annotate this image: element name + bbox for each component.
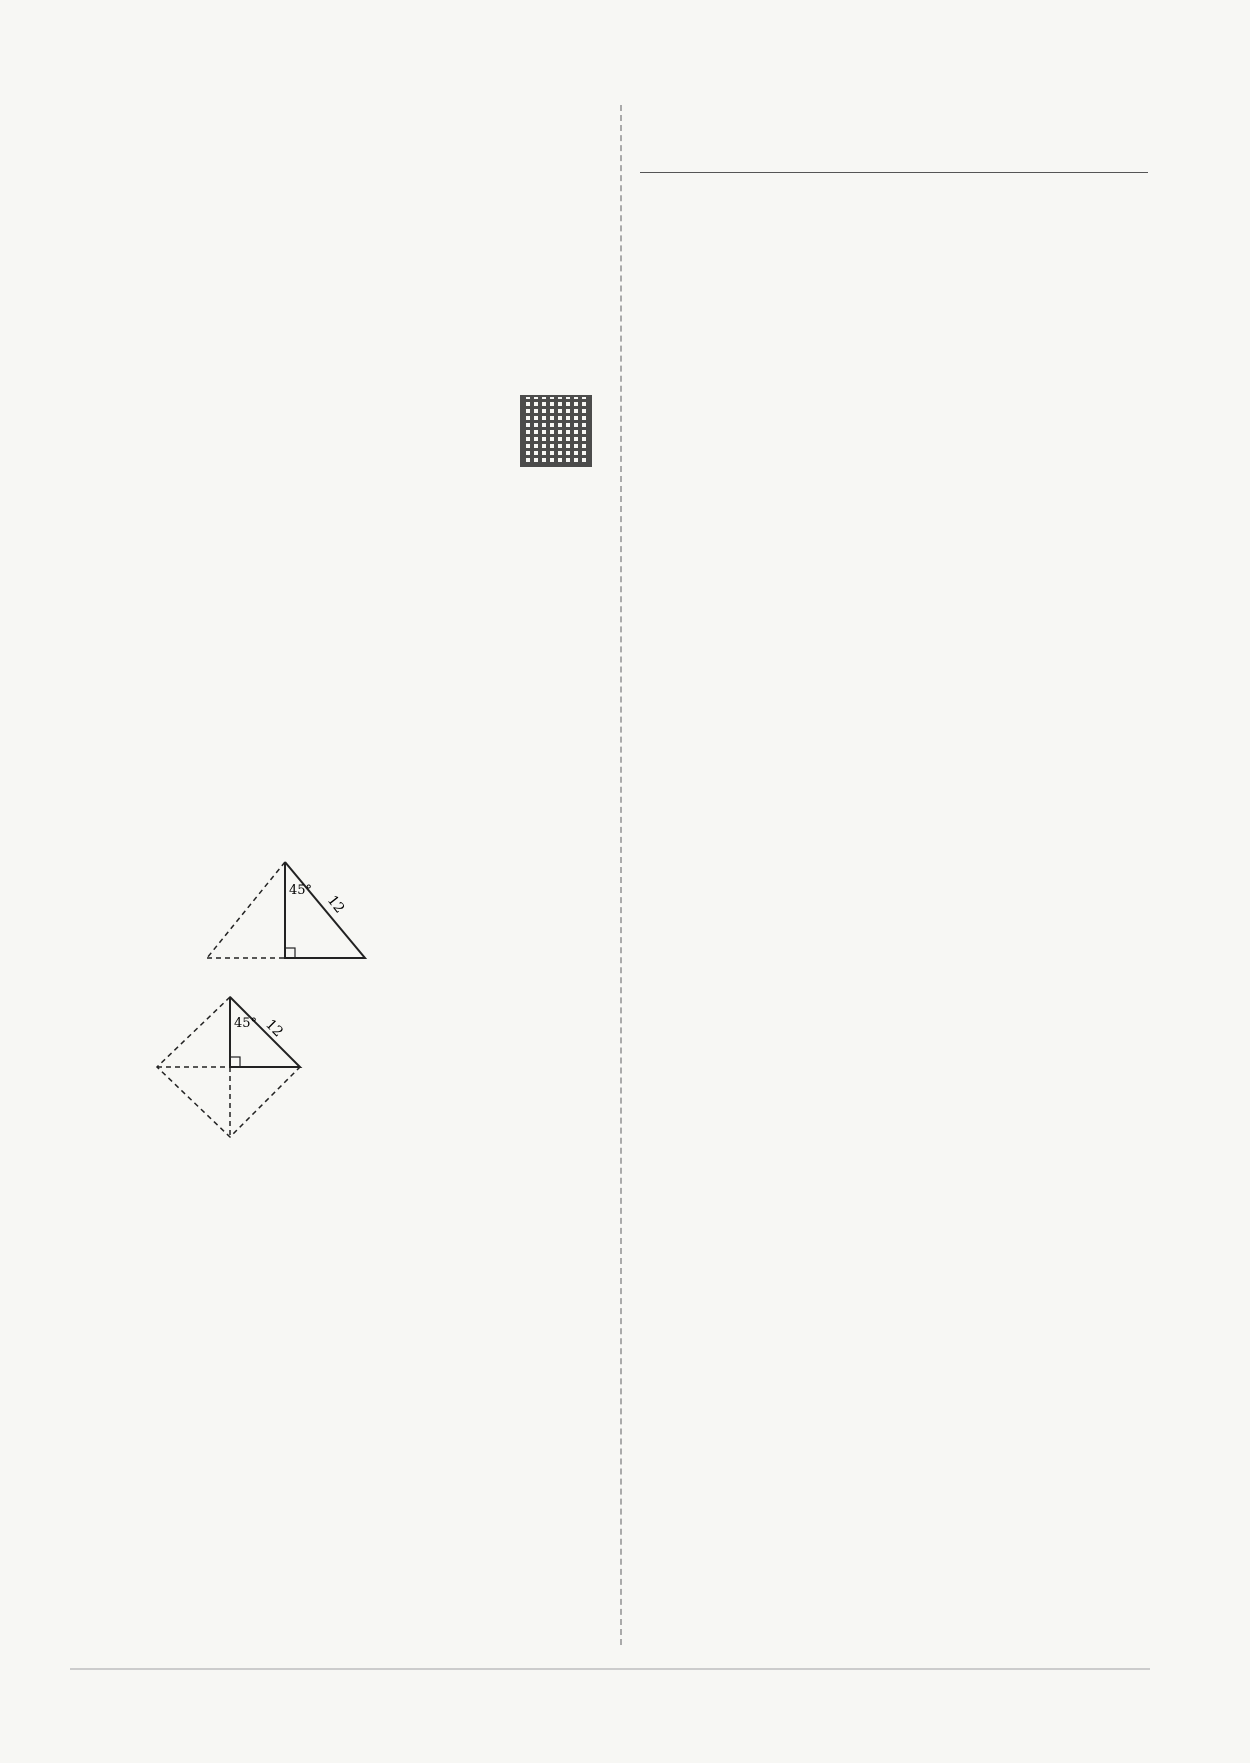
triangle-figure-1 bbox=[205, 860, 375, 965]
angle-label: 45° bbox=[289, 883, 313, 898]
footer-rule bbox=[70, 1668, 1150, 1670]
side-label: 12 bbox=[323, 892, 348, 917]
rhombus-figure-2 bbox=[155, 995, 305, 1145]
qr-code-icon[interactable] bbox=[520, 395, 592, 467]
side-label-2: 12 bbox=[262, 1016, 287, 1041]
column-divider bbox=[620, 105, 622, 1645]
footer bbox=[1112, 1722, 1120, 1750]
table-top-border bbox=[640, 172, 1148, 173]
angle-label-2: 45° bbox=[234, 1016, 258, 1031]
